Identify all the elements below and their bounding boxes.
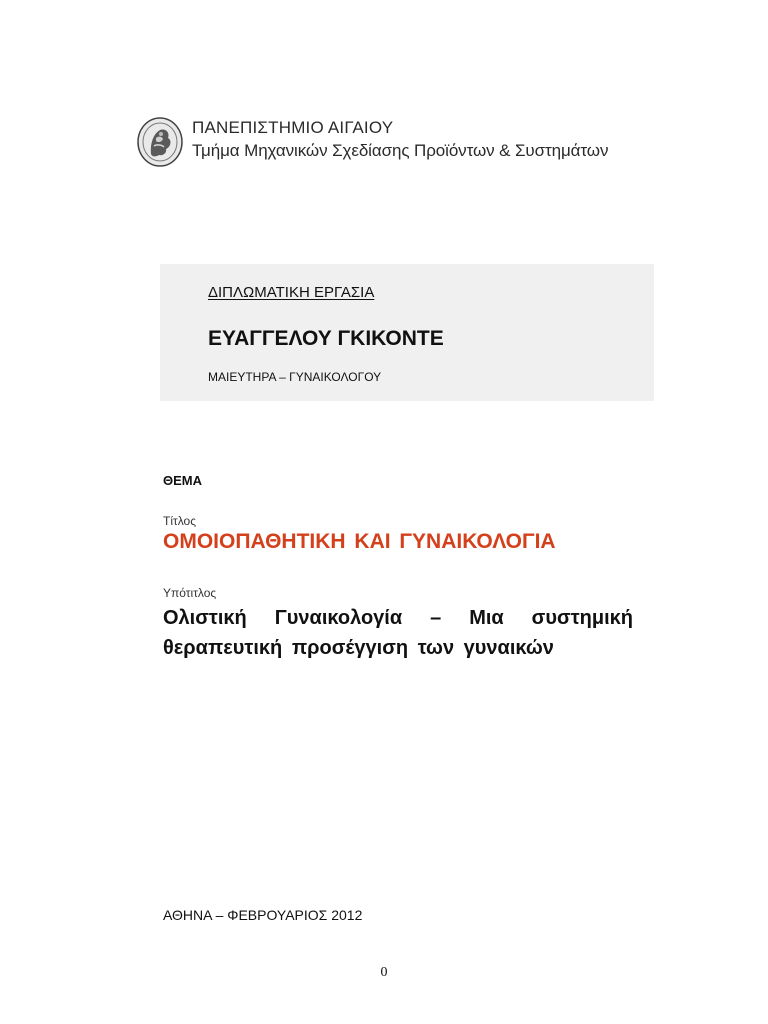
author-box [160,264,654,401]
thesis-type: ΔΙΠΛΩΜΑΤΙΚΗ ΕΡΓΑΣΙΑ [208,284,375,301]
page-number: 0 [380,965,388,980]
author-role: ΜΑΙΕΥΤΗΡΑ – ΓΥΝΑΙΚΟΛΟΓΟΥ [208,370,382,384]
author-name: ΕΥΑΓΓΕΛΟΥ ΓΚΙΚΟΝΤΕ [208,327,444,350]
subject-label: ΘΕΜΑ [163,473,202,488]
department-name: Τμήμα Μηχανικών Σχεδίασης Προϊόντων & Συστημάτων [192,141,609,160]
university-header [136,116,696,168]
university-name: ΠΑΝΕΠΙΣΤΗΜΙΟ ΑΙΓΑΙΟΥ [192,118,394,137]
thesis-title: ΟΜΟΙΟΠΑΘΗΤΙΚΗ ΚΑΙ ΓΥΝΑΙΚΟΛΟΓΙΑ [163,530,556,553]
title-caption: Τίτλος [163,514,197,528]
place-date: ΑΘΗΝΑ – ΦΕΒΡΟΥΑΡΙΟΣ 2012 [163,907,363,923]
university-seal-icon [136,116,184,168]
subtitle-caption: Υπότιτλος [163,586,217,600]
thesis-subtitle: Ολιστική Γυναικολογία – Μια συστημική θεραπευτική προσέγγιση των γυναικών [163,607,633,659]
